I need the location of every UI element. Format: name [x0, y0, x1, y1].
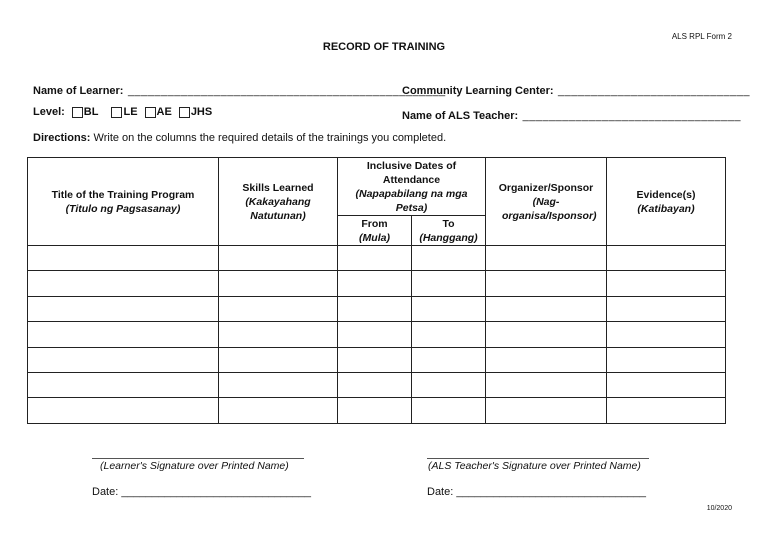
table-cell[interactable] [486, 322, 607, 347]
header-dates-en: Inclusive Dates of Attendance [366, 159, 457, 186]
directions-label: Directions: [33, 132, 91, 144]
table-cell[interactable] [338, 372, 412, 397]
directions [33, 132, 446, 144]
learner-signature-caption: (Learner's Signature over Printed Name) [100, 460, 289, 472]
table-row [28, 296, 726, 321]
table-cell[interactable] [607, 296, 726, 321]
clc-label: Community Learning Center: [402, 85, 554, 97]
level-label: Level: [33, 106, 65, 118]
level-le-checkbox[interactable] [111, 107, 122, 118]
header-title-fil: (Titulo ng Pagsasanay) [65, 202, 181, 215]
level-jhs-checkbox[interactable] [179, 107, 190, 118]
learner-date-label: Date: [92, 486, 119, 498]
table-cell[interactable] [412, 398, 486, 423]
learner-name-label: Name of Learner: [33, 85, 124, 97]
table-row [28, 246, 726, 271]
table-cell[interactable] [28, 271, 219, 296]
teacher-row [402, 106, 741, 124]
header-skills [219, 158, 338, 246]
header-to-fil: (Hanggang) [419, 231, 478, 244]
teacher-date-label: Date: [427, 486, 454, 498]
table-cell[interactable] [219, 246, 338, 271]
teacher-date [427, 486, 646, 498]
table-cell[interactable] [412, 271, 486, 296]
header-title [28, 158, 219, 246]
header-to-en: To [442, 217, 455, 230]
table-cell[interactable] [486, 296, 607, 321]
table-cell[interactable] [607, 347, 726, 372]
training-table [27, 157, 726, 424]
table-cell[interactable] [607, 271, 726, 296]
table-cell[interactable] [338, 322, 412, 347]
table-cell[interactable] [28, 372, 219, 397]
header-organizer [486, 158, 607, 246]
table-row [28, 398, 726, 423]
header-from [338, 216, 412, 246]
table-cell[interactable] [412, 372, 486, 397]
header-to [412, 216, 486, 246]
table-cell[interactable] [219, 296, 338, 321]
header-from-fil: (Mula) [359, 231, 390, 244]
table-cell[interactable] [486, 347, 607, 372]
table-row [28, 347, 726, 372]
table-cell[interactable] [412, 246, 486, 271]
table-cell[interactable] [412, 322, 486, 347]
table-cell[interactable] [219, 271, 338, 296]
header-evidence-fil: (Katibayan) [637, 202, 695, 215]
clc-field[interactable]: _____________________________ [558, 85, 750, 97]
header-dates [338, 158, 486, 216]
table-cell[interactable] [28, 322, 219, 347]
level-row [33, 106, 212, 118]
header-from-en: From [361, 217, 388, 230]
teacher-signature-caption: (ALS Teacher's Signature over Printed Name) [428, 460, 641, 472]
teacher-signature-line[interactable] [427, 458, 649, 459]
level-bl-checkbox[interactable] [72, 107, 83, 118]
header-organizer-en: Organizer/Sponsor [498, 181, 594, 194]
learner-name-field[interactable]: ________________________________________________ [127, 85, 446, 97]
directions-text: Write on the columns the required details of the trainings you completed. [90, 132, 447, 144]
form-code: ALS RPL Form 2 [671, 32, 732, 41]
header-organizer-fil: (Nag-organisa/Isponsor) [502, 195, 597, 222]
level-jhs-label: JHS [190, 106, 213, 118]
learner-name-row [33, 81, 446, 99]
table-cell[interactable] [28, 246, 219, 271]
teacher-label: Name of ALS Teacher: [402, 110, 519, 122]
header-skills-en: Skills Learned [242, 181, 314, 194]
header-evidence-en: Evidence(s) [636, 188, 696, 201]
table-cell[interactable] [338, 271, 412, 296]
table-cell[interactable] [607, 246, 726, 271]
table-cell[interactable] [412, 296, 486, 321]
table-cell[interactable] [607, 398, 726, 423]
learner-date [92, 486, 311, 498]
learner-date-field[interactable]: _______________________________ [121, 486, 312, 498]
table-cell[interactable] [338, 398, 412, 423]
table-cell[interactable] [607, 322, 726, 347]
header-skills-fil: (Kakayahang Natutunan) [245, 195, 311, 222]
table-cell[interactable] [338, 246, 412, 271]
table-cell[interactable] [219, 398, 338, 423]
table-row [28, 271, 726, 296]
level-bl-label: BL [83, 106, 99, 118]
teacher-field[interactable]: _________________________________ [522, 110, 741, 122]
level-ae-checkbox[interactable] [145, 107, 156, 118]
table-cell[interactable] [338, 347, 412, 372]
table-row [28, 322, 726, 347]
table-cell[interactable] [486, 372, 607, 397]
table-cell[interactable] [338, 296, 412, 321]
table-cell[interactable] [28, 398, 219, 423]
table-cell[interactable] [219, 322, 338, 347]
level-ae-label: AE [156, 106, 172, 118]
table-cell[interactable] [219, 372, 338, 397]
table-cell[interactable] [28, 347, 219, 372]
table-row [28, 372, 726, 397]
table-cell[interactable] [486, 271, 607, 296]
table-cell[interactable] [28, 296, 219, 321]
table-cell[interactable] [486, 246, 607, 271]
clc-row [402, 81, 750, 99]
teacher-date-field[interactable]: _______________________________ [456, 486, 647, 498]
table-cell[interactable] [412, 347, 486, 372]
header-dates-fil: (Napapabilang na mga Petsa) [355, 187, 468, 214]
page-title: RECORD OF TRAINING [322, 41, 446, 53]
learner-signature-line[interactable] [92, 458, 304, 459]
level-le-label: LE [123, 106, 138, 118]
header-evidence [607, 158, 726, 246]
header-title-en: Title of the Training Program [51, 188, 195, 201]
form-version: 10/2020 [706, 505, 732, 512]
table-cell[interactable] [607, 372, 726, 397]
table-cell[interactable] [486, 398, 607, 423]
table-cell[interactable] [219, 347, 338, 372]
